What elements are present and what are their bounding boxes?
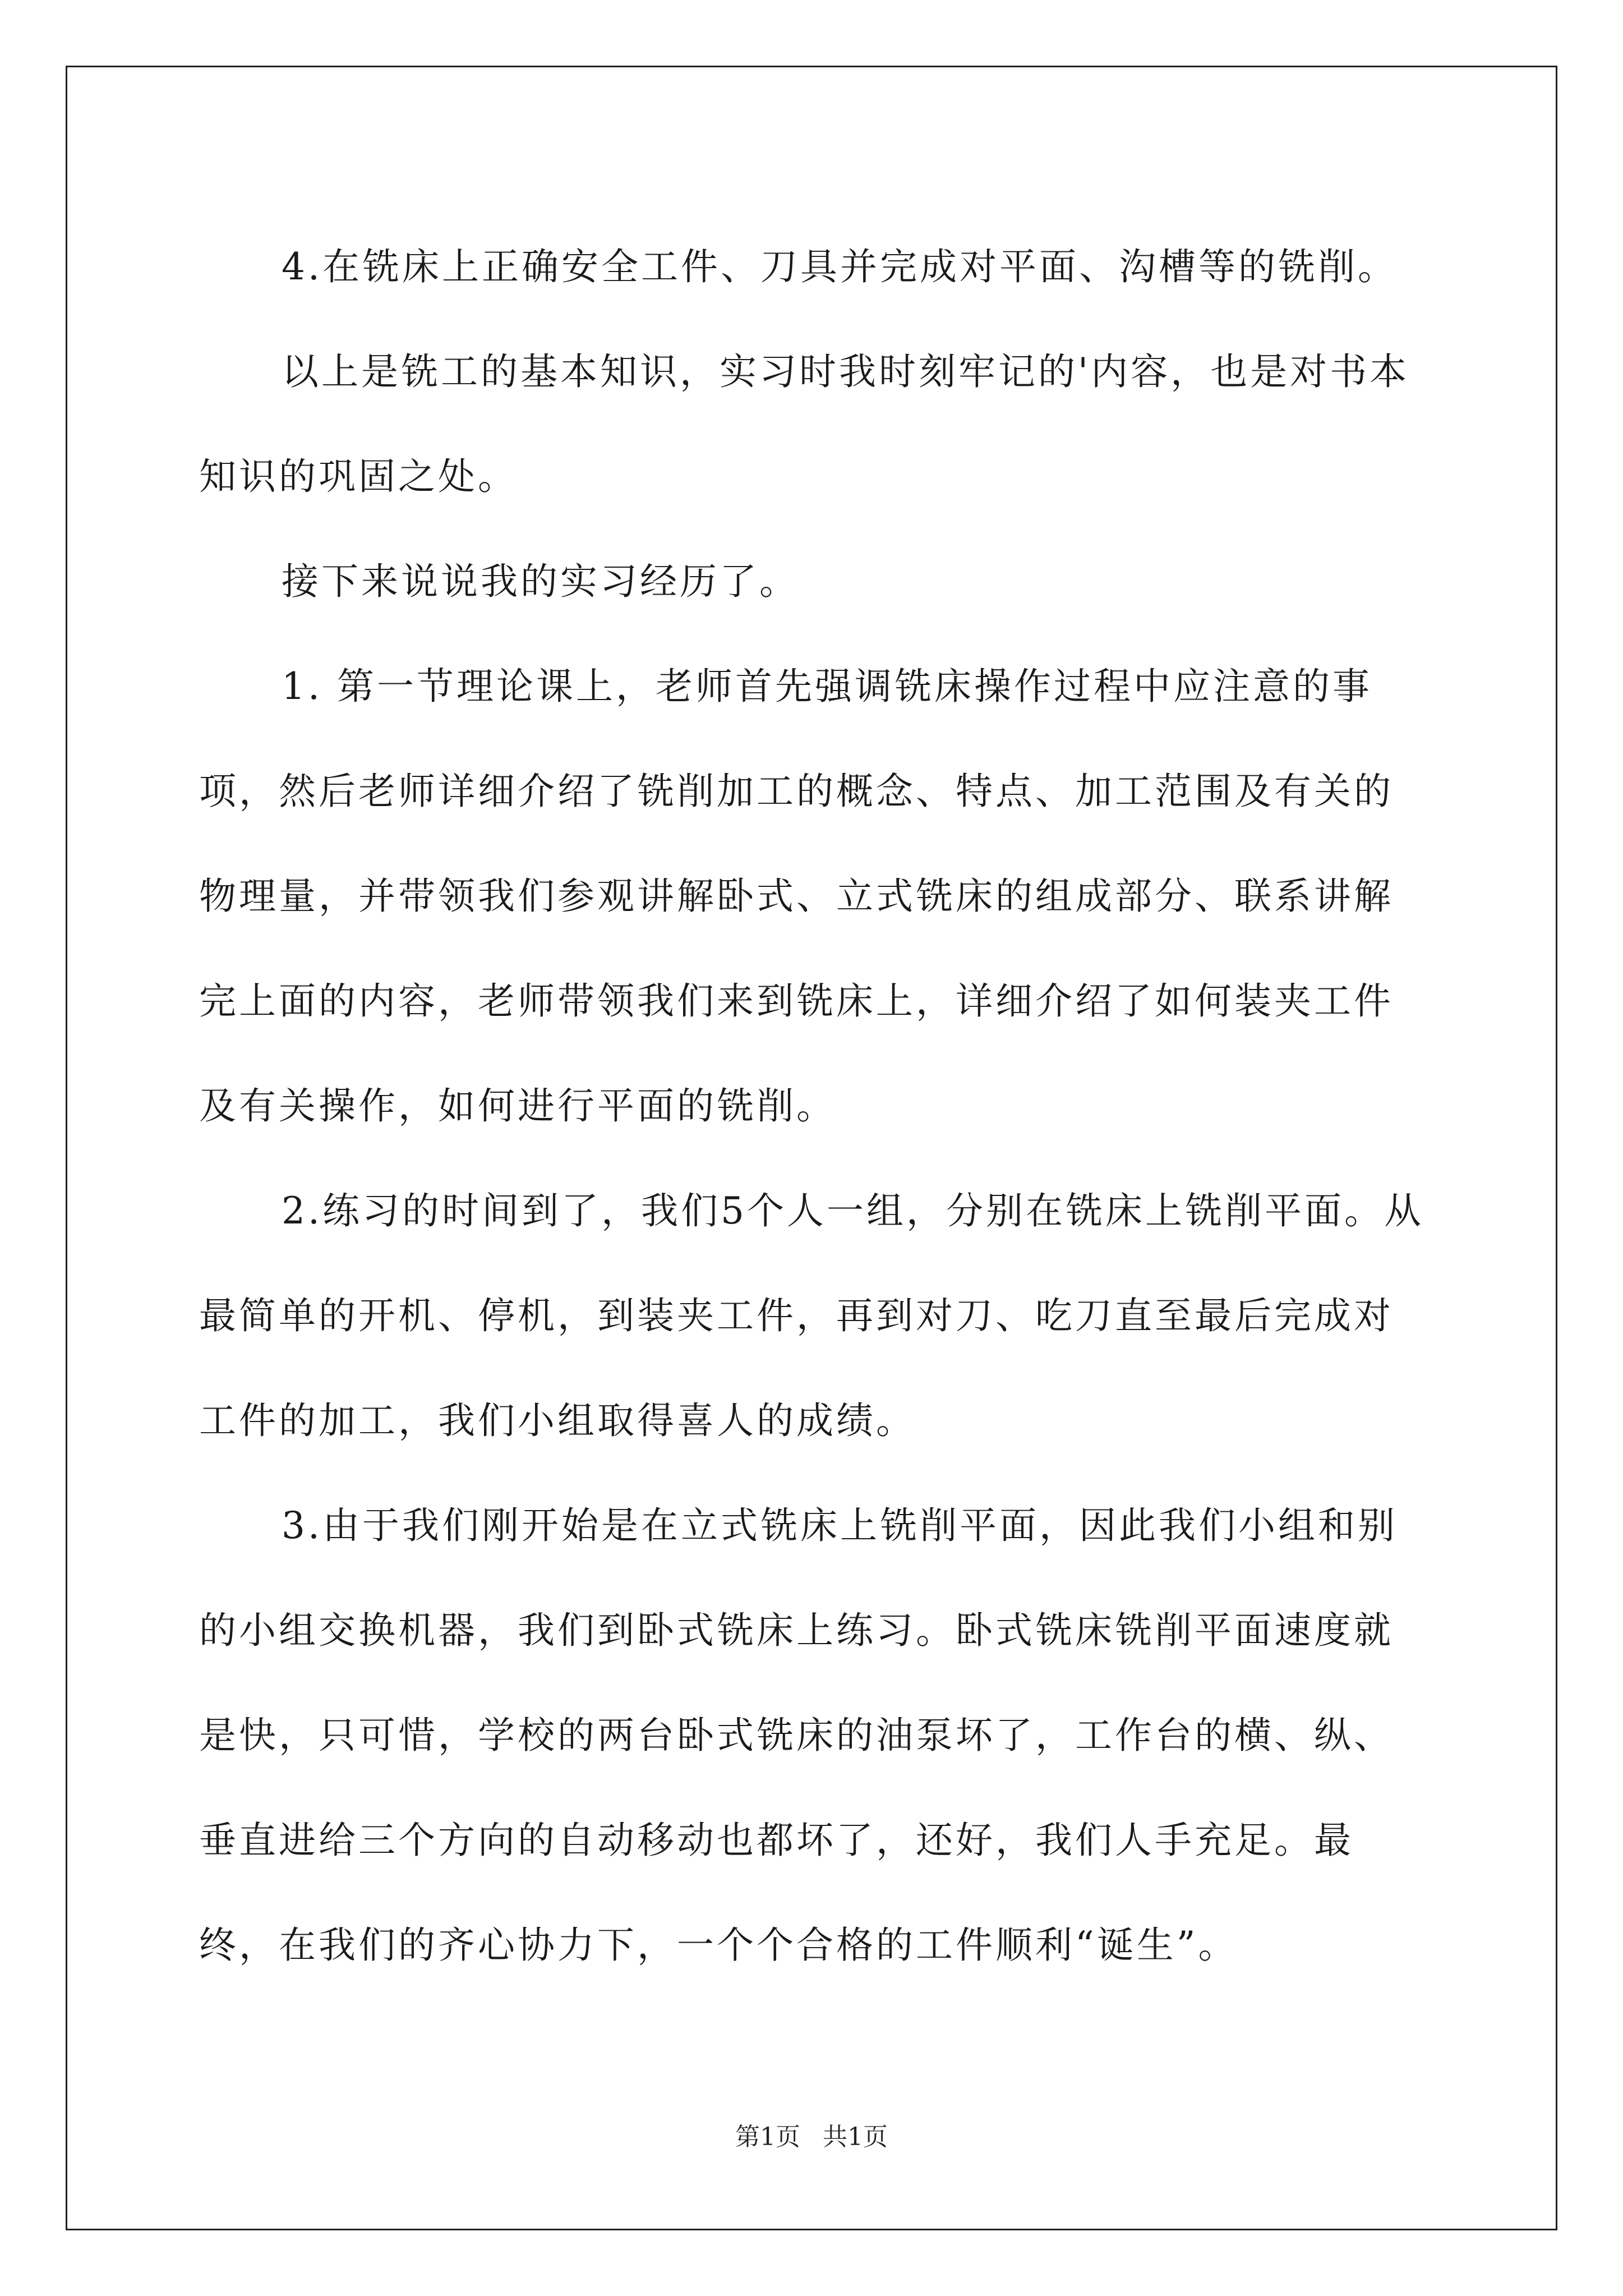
document-body	[199, 214, 1433, 1998]
page-number-current: 第1页	[735, 2123, 800, 2151]
paragraph-experience-2: 2.练习的时间到了，我们5个人一组，分别在铣床上铣削平面。从最简单的开机、停机，到装夹工件，再到对刀、吃刀直至最后完成对工件的加工，我们小组取得喜人的成绩。	[199, 1189, 1424, 1442]
paragraph-summary: 以上是铣工的基本知识，实习时我时刻牢记的'内容，也是对书本知识的巩固之处。	[199, 350, 1410, 498]
paragraph-experience-1: 1. 第一节理论课上，老师首先强调铣床操作过程中应注意的事项，然后老师详细介绍了铣削加工的概念、特点、加工范围及有关的物理量，并带领我们参观讲解卧式、立式铣床的组成部分、联系讲解完上面的内容，老师带领我们来到铣床上，详细介绍了如何装夹工件及有关操作，如何进行平面的铣削。	[199, 665, 1394, 1128]
paragraph-step-4: 4.在铣床上正确安全工件、刀具并完成对平面、沟槽等的铣削。	[282, 245, 1398, 288]
paragraph-intro-experience: 接下来说说我的实习经历了。	[282, 560, 799, 603]
page-footer	[0, 2120, 1623, 2154]
paragraph-experience-3: 3.由于我们刚开始是在立式铣床上铣削平面，因此我们小组和别的小组交换机器，我们到卧式铣床上练习。卧式铣床铣削平面速度就是快，只可惜，学校的两台卧式铣床的油泵坏了，工作台的横、纵、垂直进给三个方向的自动移动也都坏了，还好，我们人手充足。最终，在我们的齐心协力下，一个个合格的工件顺利“诞生”。	[199, 1504, 1398, 1967]
page-number-total: 共1页	[823, 2123, 888, 2151]
